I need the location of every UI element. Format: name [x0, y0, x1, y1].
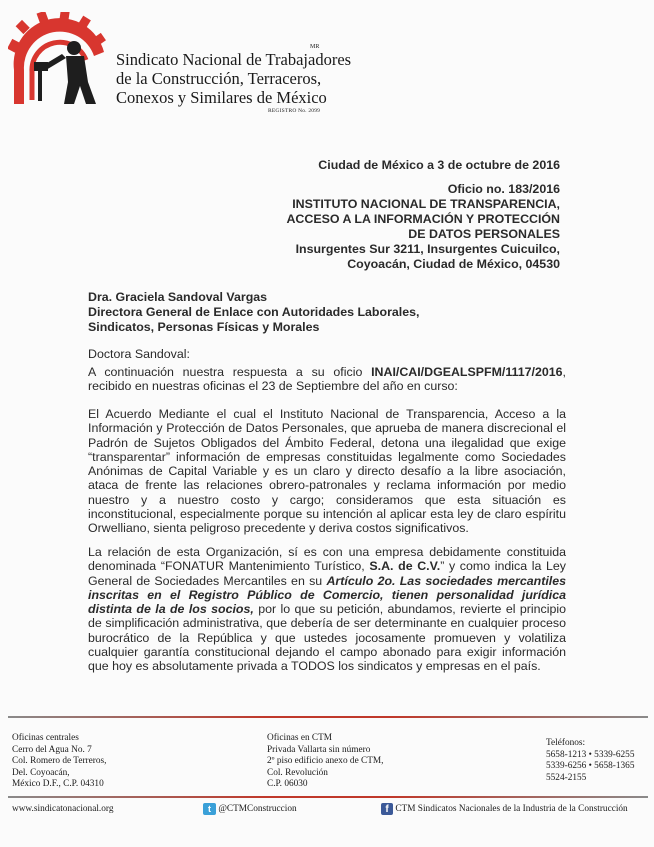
paragraph-1	[88, 365, 566, 394]
p3-text-b: ” y como indica la Ley General de Sociedades Mercantiles en su	[88, 559, 566, 588]
p1-text-a: A continuación nuestra respuesta a su oficio	[88, 365, 372, 379]
twitter-link[interactable]	[203, 803, 297, 816]
footer-col2-line: C.P. 06030	[267, 779, 308, 790]
footer-phones	[546, 738, 634, 784]
footer-col2-line: Privada Vallarta sin número	[267, 744, 371, 755]
addressee-title-2: Sindicatos, Personas Físicas y Morales	[88, 320, 320, 334]
union-logo	[8, 12, 110, 112]
p1-text-b: , recibido en nuestras oficinas el 23 de Septiembre del año en curso:	[88, 365, 566, 394]
institution-line-2: ACCESO A LA INFORMACIÓN Y PROTECCIÓN	[286, 212, 560, 226]
footer-rule-bottom	[8, 796, 648, 798]
institution-line-3: DE DATOS PERSONALES	[408, 227, 560, 241]
oficio-reference: INAI/CAI/DGEALSPFM/1117/2016	[371, 365, 563, 379]
addressee-name: Dra. Graciela Sandoval Vargas	[88, 290, 268, 304]
twitter-handle: @CTMConstruccion	[218, 804, 297, 815]
company-type: S.A. de C.V.	[369, 559, 441, 574]
footer-rule-top	[8, 716, 648, 718]
footer-central-office	[12, 733, 106, 791]
footer-col2-line: 2º piso edificio anexo de CTM,	[267, 756, 384, 767]
addressee-title-1: Directora General de Enlace con Autoridades Laborales,	[88, 305, 420, 319]
p2-text: El Acuerdo Mediante el cual el Instituto Nacional de Transparencia, Acceso a la Información y Protección de Datos Personales, que aprueba de manera discrecional el Padrón de Sujetos Obligados del Ámbito Federal, detona una ilegalidad que exige “transparentar” información de empresas constituidas legalmente como Sociedades Anónimas de Capital Variable y es un claro y directo desafío a la libre asociación, ataca de frente las relaciones obrero-patronales y reclama información por medio nuestro y a nuestro costo y cargo; consideramos que esta situación es inconstitucional, especialmente porque su intención al aplicar esta ley de claro espíritu Orwelliano, sienta peligroso precedente y deriva costos significativos.	[88, 407, 566, 536]
trademark-mark: MR	[310, 44, 320, 50]
footer-col1-line: Cerro del Agua No. 7	[12, 744, 92, 755]
twitter-icon: t	[203, 803, 216, 815]
paragraph-2	[88, 407, 566, 536]
institution-line-1: INSTITUTO NACIONAL DE TRANSPARENCIA,	[292, 197, 560, 211]
org-name-line-2: de la Construcción, Terraceros,	[116, 69, 322, 88]
org-name-line-1: Sindicato Nacional de Trabajadores	[116, 50, 352, 69]
footer-phone-line: 5339-6256 • 5658-1365	[546, 761, 635, 772]
footer-col1-line: México D.F., C.P. 04310	[12, 779, 104, 790]
date-line: Ciudad de México a 3 de octubre de 2016	[318, 158, 560, 172]
footer-col2-line: Oficinas en CTM	[267, 733, 333, 743]
footer-col1-line: Del. Coyoacán,	[12, 767, 70, 778]
salutation: Doctora Sandoval:	[88, 347, 190, 361]
registration-number: REGISTRO No. 2099	[268, 108, 321, 114]
footer-phone-line: 5524-2155	[546, 772, 587, 783]
footer-ctm-office	[267, 733, 384, 791]
website-link[interactable]: www.sindicatonacional.org	[12, 804, 114, 814]
article-quote: Artículo 2o. Las sociedades mercantiles inscritas en el Registro Público de Comercio, tienen personalidad jurídica distinta de la de los socios,	[88, 573, 567, 617]
footer-phone-line: 5658-1213 • 5339-6255	[546, 749, 635, 760]
org-name-line-3: Conexos y Similares de México	[116, 88, 327, 107]
facebook-link[interactable]	[381, 803, 628, 816]
address-line-2: Coyoacán, Ciudad de México, 04530	[347, 257, 560, 271]
p3-text-c: por lo que su petición, abundamos, revierte el principio de simplificación administrativa, que debería de ser determinante en cualquier proceso burocrático de la República y que ustedes jocosamente promueven y volatiliza cualquier garantía constitucional dejando el campo abonado para exigir información que hoy es absolutamente privada a TODOS los sindicatos y empresas en el país.	[88, 602, 566, 674]
footer-phones-label: Teléfonos:	[546, 738, 586, 748]
footer-col1-line: Col. Romero de Terreros,	[12, 756, 107, 767]
address-line-1: Insurgentes Sur 3211, Insurgentes Cuicuilco,	[295, 242, 560, 256]
p3-text-a: La relación de esta Organización, sí es con una empresa debidamente constituida denominada “FONATUR Mantenimiento Turístico,	[88, 545, 566, 574]
facebook-name: CTM Sindicatos Nacionales de la Industria de la Construcción	[395, 804, 628, 815]
facebook-icon: f	[381, 803, 393, 815]
oficio-number: Oficio no. 183/2016	[447, 182, 560, 196]
paragraph-3	[88, 545, 566, 674]
footer-col2-line: Col. Revolución	[267, 767, 328, 778]
footer-col1-line: Oficinas centrales	[12, 733, 79, 743]
